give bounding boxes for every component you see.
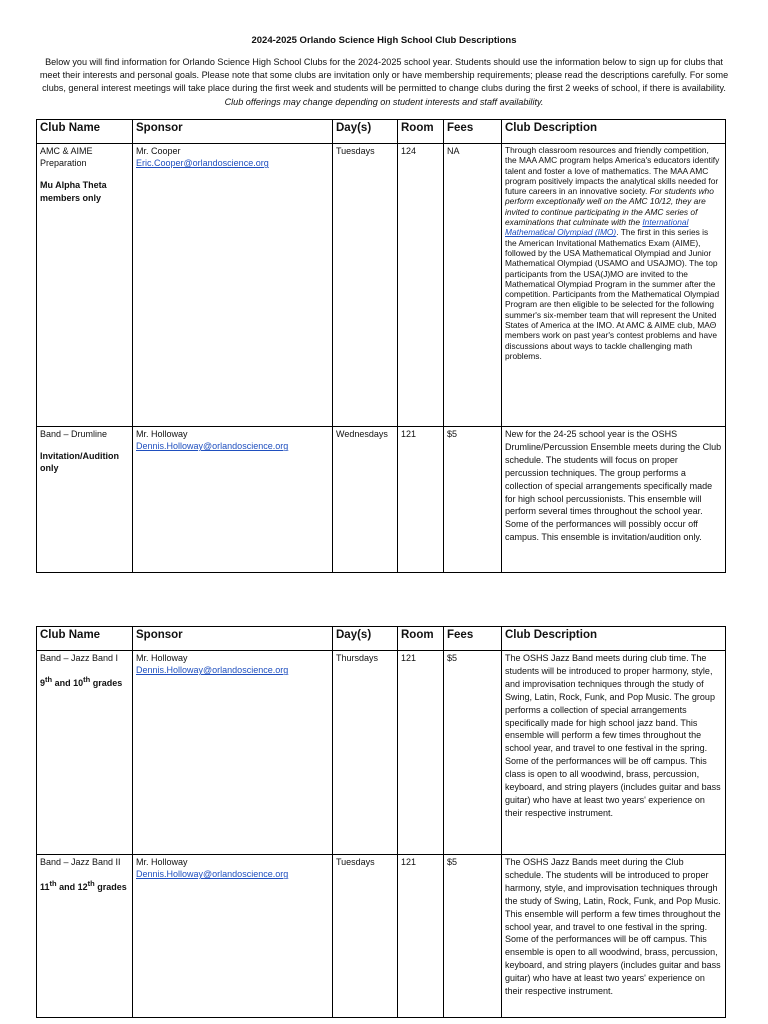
- club-name: Band – Drumline: [40, 429, 108, 439]
- grade-suffix-1: th: [49, 879, 57, 889]
- header-room: Room: [398, 627, 444, 651]
- header-room: Room: [398, 120, 444, 144]
- sponsor-email-link[interactable]: Dennis.Holloway@orlandoscience.org: [136, 665, 289, 676]
- club-name: AMC & AIME Preparation: [40, 146, 93, 169]
- sponsor-cell: [133, 144, 333, 427]
- header-description: Club Description: [502, 120, 726, 144]
- sponsor-name: Mr. Holloway: [136, 653, 188, 663]
- grade-word: grades: [94, 882, 127, 893]
- days-cell: Tuesdays: [333, 144, 398, 427]
- description-text-cont: . The first in this series is the American Invitational Mathematics Exam (AIME), followed by the USA Mathematical Olympiad and Junior Mathematical Olympiad (USAMO and USAJMO). The top participants from the USA(J)MO are invited to the Mathematical Olympiad Program in the summer after the competition. Participants from the Mathematical Olympiad Program are then eligible to be selected for the following summer's six-member team that will represent the United States of America at the IMO. At AMC & AIME club, MAΘ members work on past year's contest problems and have discussions about ways to tackle challenging math problems.: [505, 227, 720, 361]
- club-name-cell: [37, 144, 133, 427]
- intro-italic-note: Club offerings may change depending on student interests and staff availability.: [224, 96, 544, 107]
- header-fees: Fees: [444, 120, 502, 144]
- grade-num-1: 9: [40, 678, 46, 689]
- grade-suffix-2: th: [83, 675, 91, 685]
- grade-num-1: 11: [40, 882, 50, 893]
- club-name: Band – Jazz Band II: [40, 857, 121, 867]
- days-cell: Thursdays: [333, 651, 398, 855]
- room-cell: 124: [398, 144, 444, 427]
- header-sponsor: Sponsor: [133, 627, 333, 651]
- sponsor-name: Mr. Holloway: [136, 857, 188, 867]
- sponsor-email-link[interactable]: Eric.Cooper@orlandoscience.org: [136, 158, 269, 169]
- fees-cell: $5: [444, 855, 502, 1018]
- club-grade-requirement: [40, 878, 129, 893]
- header-club-name: Club Name: [37, 120, 133, 144]
- intro-text: Below you will find information for Orlando Science High School Clubs for the 2024-2025 school year. Students should use the information below to sign up for clubs that meet their interests and personal goals. Please note that some clubs are invitation only or have membership requirements; please read the descriptions carefully. For some clubs, general interest meetings will take place during the first week and students will be permitted to change clubs during the first 2 weeks of school, if there is availability.: [39, 57, 729, 94]
- club-table-2: [36, 626, 726, 1018]
- table-row: [37, 651, 726, 855]
- club-name-cell: [37, 651, 133, 855]
- header-days: Day(s): [333, 627, 398, 651]
- table-row: [37, 855, 726, 1018]
- club-requirement: Mu Alpha Theta members only: [40, 180, 107, 203]
- document-title: 2024-2025 Orlando Science High School Club Descriptions: [251, 35, 517, 46]
- header-fees: Fees: [444, 627, 502, 651]
- table-row: [37, 144, 726, 427]
- sponsor-email-link[interactable]: Dennis.Holloway@orlandoscience.org: [136, 869, 289, 880]
- header-description: Club Description: [502, 627, 726, 651]
- club-name-cell: [37, 427, 133, 573]
- description-cell: The OSHS Jazz Bands meet during the Club schedule. The students will be introduced to proper harmony, style, and improvisation techniques through the study of Swing, Latin, Rock, Funk, and Pop Music. This ensemble will perform a few times throughout the school year, and travel to one festival in the spring. Some of the performances will be off campus. This ensemble is open to all woodwind, brass, percussion, keyboard, and string players (includes guitar and bass guitar) who have at least two years' experience on their respective instrument.: [502, 855, 726, 1018]
- days-cell: Wednesdays: [333, 427, 398, 573]
- description-cell: The OSHS Jazz Band meets during club time. The students will be introduced to proper harmony, style, and improvisation techniques through the study of Swing, Latin, Rock, Funk, and Pop Music. The group performs a collection of special arrangements specifically made for high school jazz band. This ensemble will perform a few times throughout the school year, and travel to one festival in the spring. Some of the performances will be off campus. This class is open to all woodwind, brass, percussion, keyboard, and string players (includes guitar and bass guitar) who have at least two years' experience on their respective instrument.: [502, 651, 726, 855]
- club-name: Band – Jazz Band I: [40, 653, 119, 663]
- room-cell: 121: [398, 651, 444, 855]
- grade-suffix-1: th: [45, 675, 53, 685]
- club-grade-requirement: [40, 674, 129, 689]
- grade-word: grades: [90, 678, 123, 689]
- sponsor-cell: [133, 427, 333, 573]
- fees-cell: $5: [444, 427, 502, 573]
- room-cell: 121: [398, 855, 444, 1018]
- description-italic: For students who perform exceptionally well on the AMC 10/12, they are invited to continue participating in the AMC series of examinations that culminate with the: [505, 186, 714, 228]
- grade-num-2: and 10: [52, 678, 84, 689]
- fees-cell: NA: [444, 144, 502, 427]
- header-sponsor: Sponsor: [133, 120, 333, 144]
- sponsor-cell: [133, 855, 333, 1018]
- fees-cell: $5: [444, 651, 502, 855]
- sponsor-name: Mr. Cooper: [136, 146, 181, 156]
- header-days: Day(s): [333, 120, 398, 144]
- sponsor-email-link[interactable]: Dennis.Holloway@orlandoscience.org: [136, 441, 289, 452]
- imo-link[interactable]: International Mathematical Olympiad (IMO): [505, 217, 689, 238]
- club-requirement: Invitation/Audition only: [40, 451, 119, 474]
- header-club-name: Club Name: [37, 627, 133, 651]
- grade-num-2: and 12: [56, 882, 88, 893]
- sponsor-name: Mr. Holloway: [136, 429, 188, 439]
- description-text: Through classroom resources and friendly competition, the MAA AMC program helps America's educators identify talent and foster a love of mathematics. The MAA AMC program positively impacts the analytical skills needed for future careers in an innovative society.: [505, 145, 720, 197]
- sponsor-cell: [133, 651, 333, 855]
- table-header-row: [37, 120, 726, 144]
- club-name-cell: [37, 855, 133, 1018]
- days-cell: Tuesdays: [333, 855, 398, 1018]
- description-cell: New for the 24-25 school year is the OSHS Drumline/Percussion Ensemble meets during the Club schedule. The students will focus on proper percussion techniques. The group performs a collection of special arrangements specifically made for high school percussionists. This ensemble will perform several times throughout the school year. Some of the performances will possibly occur off campus. This ensemble is invitation/audition only.: [502, 427, 726, 573]
- club-table-1: [36, 119, 726, 573]
- description-cell: [502, 144, 726, 427]
- table-row: [37, 427, 726, 573]
- table-header-row: [37, 627, 726, 651]
- intro-paragraph: [38, 56, 730, 109]
- room-cell: 121: [398, 427, 444, 573]
- grade-suffix-2: th: [87, 879, 95, 889]
